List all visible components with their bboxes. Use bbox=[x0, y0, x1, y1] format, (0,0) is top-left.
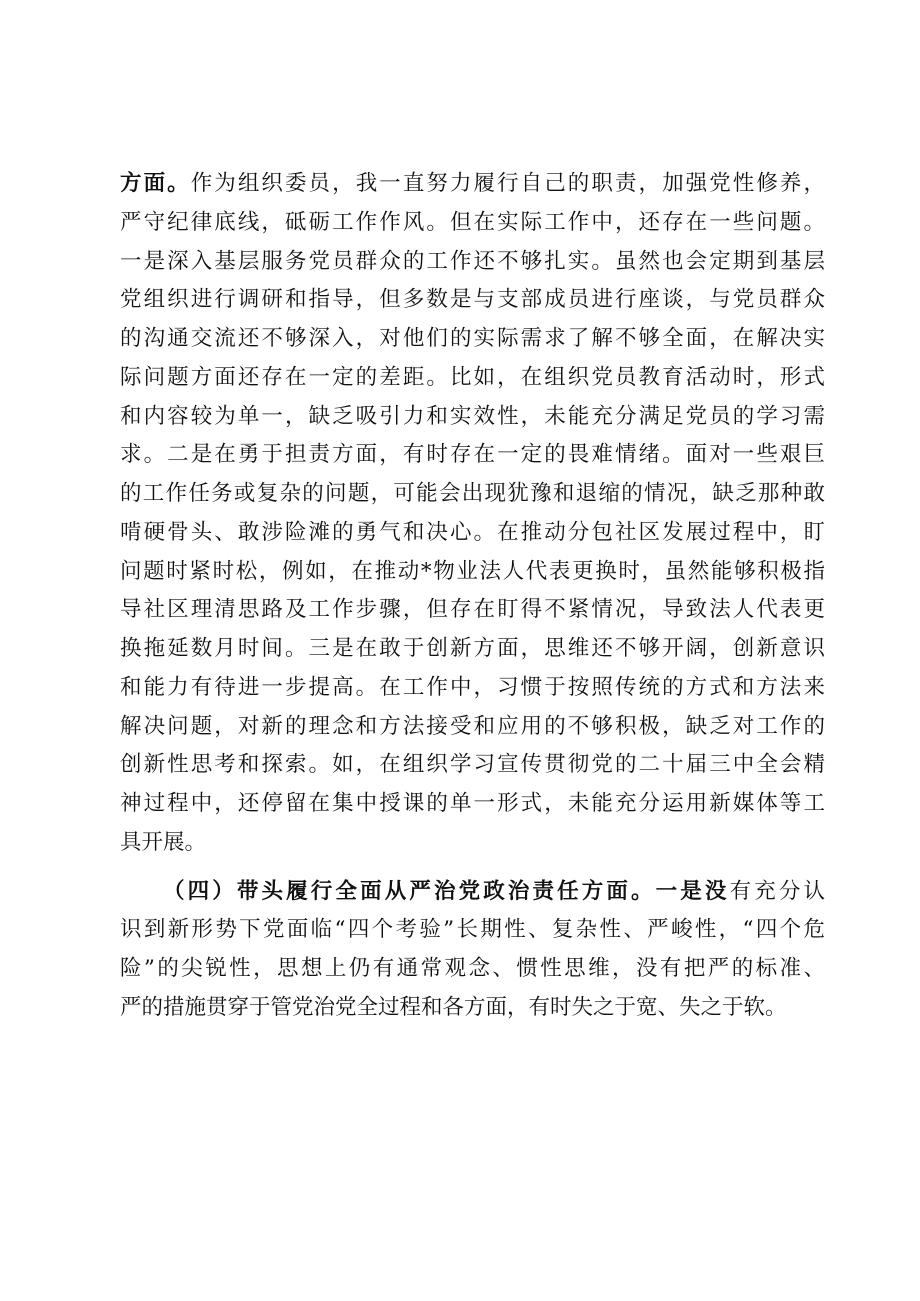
text-line: 的工作任务或复杂的问题，可能会出现犹豫和退缩的情况，缺乏那种敢 bbox=[120, 481, 825, 506]
text-line: 解决问题，对新的理念和方法接受和应用的不够积极，缺乏对工作的 bbox=[120, 713, 825, 739]
text-line: 神过程中，还停留在集中授课的单一形式，未能充分运用新媒体等工 bbox=[120, 791, 825, 816]
text-line: 一是深入基层服务党员群众的工作还不够扎实。虽然也会定期到基层 bbox=[120, 248, 825, 274]
text-line: 识到新形势下党面临“四个考验”长期性、复杂性、严峻性，“四个危 bbox=[120, 917, 825, 943]
section-heading: （四）带头履行全面从严治党政治责任方面。一是没 bbox=[163, 878, 730, 904]
text-line: 具开展。 bbox=[120, 829, 207, 855]
text-line: 际问题方面还存在一定的差距。比如，在组织党员教育活动时，形式 bbox=[120, 364, 825, 390]
text-line: 严守纪律底线，砥砺工作作风。但在实际工作中，还存在一些问题。 bbox=[120, 209, 825, 235]
text-line bbox=[120, 165, 825, 204]
text-line: 换拖延数月时间。三是在敢于创新方面，思维还不够开阔，创新意识 bbox=[120, 636, 825, 661]
line-text: 有充分认 bbox=[729, 878, 825, 904]
section-heading-line bbox=[120, 873, 825, 912]
text-line: 严的措施贯穿于管党治党全过程和各方面，有时失之于宽、失之于软。 bbox=[120, 994, 787, 1020]
text-line: 的沟通交流还不够深入，对他们的实际需求了解不够全面，在解决实 bbox=[120, 326, 825, 351]
text-line: 和内容较为单一，缺乏吸引力和实效性，未能充分满足党员的学习需 bbox=[120, 403, 825, 429]
text-line: 创新性思考和探索。如，在组织学习宣传贯彻党的二十届三中全会精 bbox=[120, 752, 825, 778]
document-body bbox=[120, 165, 825, 1028]
text-line: 求。二是在勇于担责方面，有时存在一定的畏难情绪。面对一些艰巨 bbox=[120, 442, 825, 468]
text-line: 党组织进行调研和指导，但多数是与支部成员进行座谈，与党员群众 bbox=[120, 287, 825, 313]
bold-lead: 方面。 bbox=[120, 171, 191, 196]
text-line: 啃硬骨头、敢涉险滩的勇气和决心。在推动分包社区发展过程中，盯 bbox=[120, 519, 825, 545]
text-line: 导社区理清思路及工作步骤，但存在盯得不紧情况，导致法人代表更 bbox=[120, 597, 825, 623]
line-text: 作为组织委员，我一直努力履行自己的职责，加强党性修养， bbox=[190, 171, 825, 196]
paragraph-gap bbox=[120, 863, 825, 873]
text-line: 和能力有待进一步提高。在工作中，习惯于按照传统的方式和方法来 bbox=[120, 674, 825, 700]
text-line: 险”的尖锐性，思想上仍有通常观念、惯性思维，没有把严的标准、 bbox=[120, 956, 825, 981]
text-line: 问题时紧时松，例如，在推动*物业法人代表更换时，虽然能够积极指 bbox=[120, 558, 825, 584]
